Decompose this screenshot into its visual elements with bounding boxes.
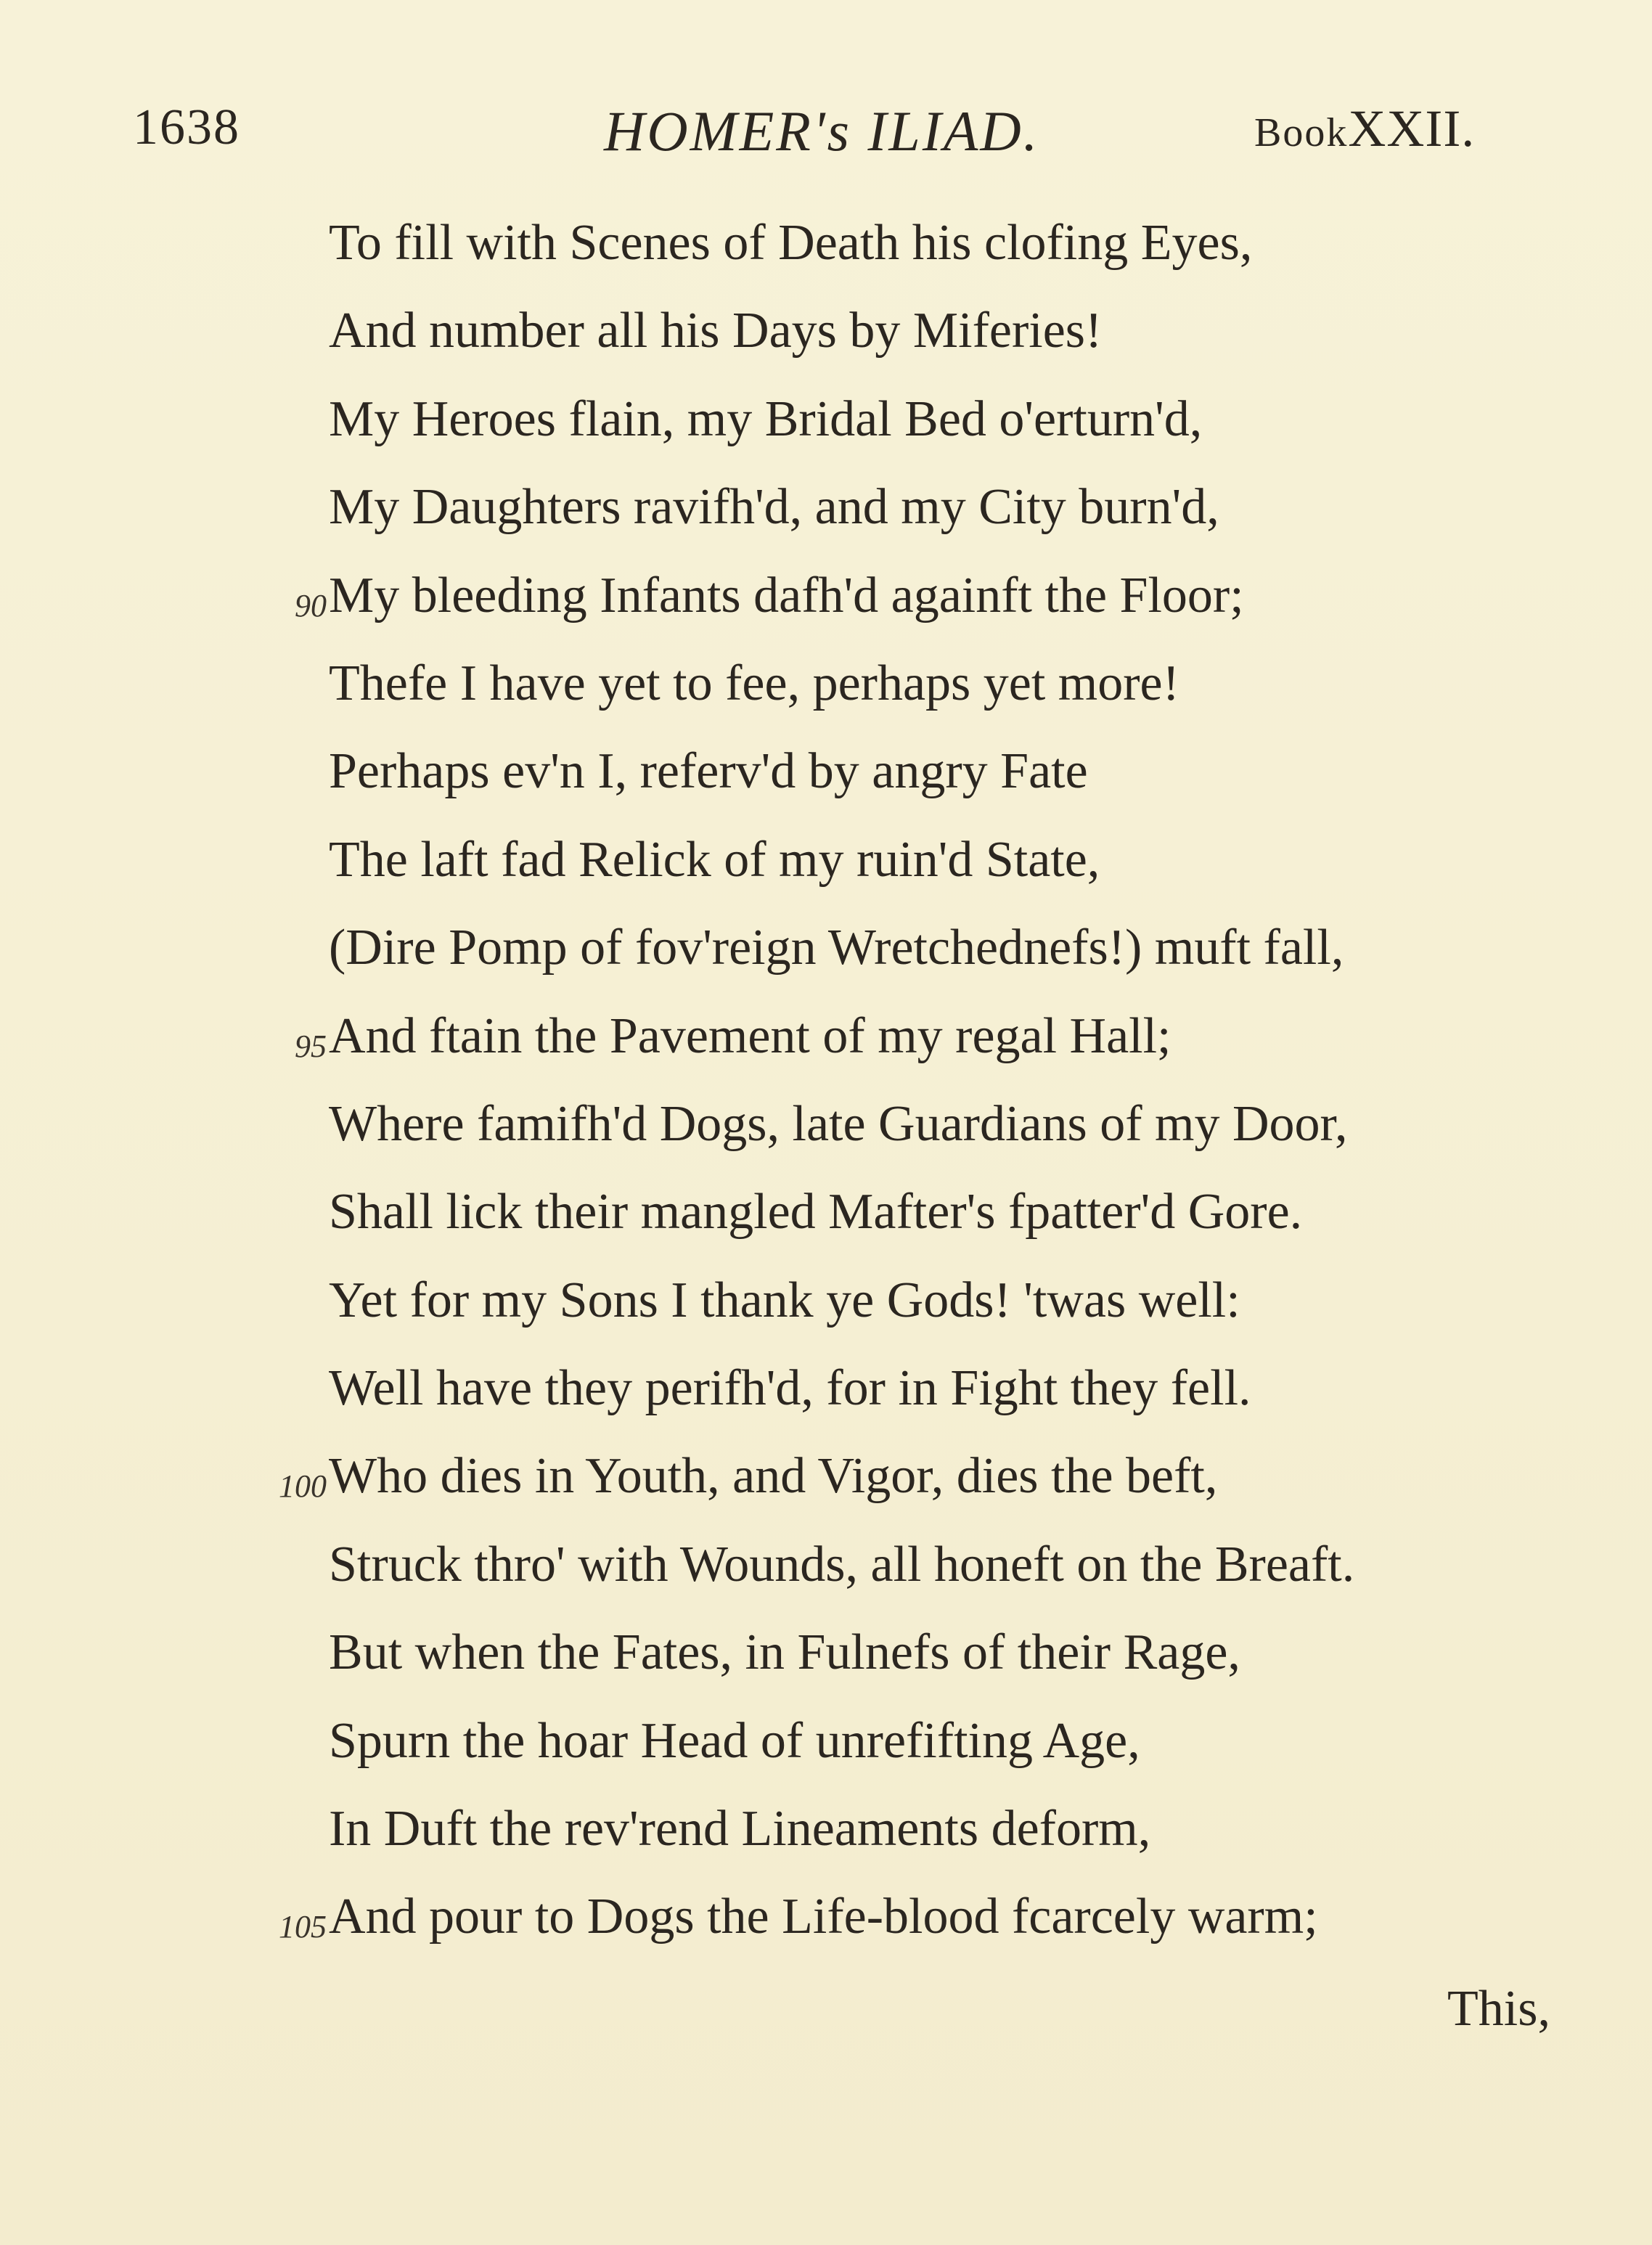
verse-line	[0, 915, 1652, 1003]
line-text: Spurn the hoar Head of unrefifting Age,	[329, 1712, 1140, 1769]
line-number: 100	[279, 1468, 327, 1505]
running-header	[0, 99, 1652, 171]
book-label	[1254, 99, 1475, 159]
verse-line	[0, 1444, 1652, 1532]
verse-line	[0, 1268, 1652, 1356]
verse-line	[0, 1356, 1652, 1444]
line-text: (Dire Pomp of fov'reign Wretchednefs!) muft fall,	[329, 920, 1344, 976]
verse-line	[0, 1092, 1652, 1179]
line-text: Thefe I have yet to fee, perhaps yet more!	[329, 655, 1179, 711]
verse-line	[0, 827, 1652, 915]
line-number: 95	[295, 1028, 327, 1064]
line-text: Where famifh'd Dogs, late Guardians of my Door,	[329, 1095, 1348, 1152]
book-prefix: Book	[1254, 110, 1349, 155]
verse-line	[0, 1179, 1652, 1267]
verse-line	[0, 298, 1652, 386]
verse-block	[0, 210, 1652, 1973]
line-text: Perhaps ev'n I, referv'd by angry Fate	[329, 743, 1088, 800]
verse-line	[0, 1620, 1652, 1708]
line-text: To fill with Scenes of Death his clofing Eyes,	[329, 215, 1253, 271]
verse-line	[0, 1796, 1652, 1884]
verse-line	[0, 651, 1652, 739]
line-text: Struck thro' with Wounds, all honeft on the Breaft.	[329, 1536, 1355, 1592]
line-text: Who dies in Youth, and Vigor, dies the beft,	[329, 1448, 1218, 1505]
verse-line	[0, 210, 1652, 298]
line-text: Yet for my Sons I thank ye Gods! 'twas well:	[329, 1272, 1240, 1328]
verse-line	[0, 1004, 1652, 1092]
verse-line	[0, 1709, 1652, 1796]
line-text: Shall lick their mangled Mafter's fpatter'd Gore.	[329, 1184, 1303, 1240]
verse-line	[0, 387, 1652, 475]
line-number: 90	[295, 587, 327, 623]
line-text: My Heroes flain, my Bridal Bed o'erturn'd,	[329, 390, 1203, 447]
line-text: The laft fad Relick of my ruin'd State,	[329, 831, 1100, 888]
page-number: 1638	[133, 99, 240, 155]
verse-line	[0, 563, 1652, 651]
line-text: And pour to Dogs the Life-blood fcarcely warm;	[329, 1889, 1318, 1945]
line-number: 105	[279, 1909, 327, 1945]
verse-line	[0, 1532, 1652, 1620]
catchword: This,	[1447, 1981, 1550, 2037]
verse-line	[0, 475, 1652, 563]
verse-line	[0, 1884, 1652, 1972]
line-text: In Duft the rev'rend Lineaments deform,	[329, 1801, 1151, 1857]
running-title: HOMER's ILIAD.	[604, 99, 1040, 163]
line-text: But when the Fates, in Fulnefs of their Rage,	[329, 1624, 1240, 1681]
line-text: My bleeding Infants dafh'd againft the Floor;	[329, 567, 1244, 623]
line-text: My Daughters ravifh'd, and my City burn'd,	[329, 479, 1219, 536]
book-number: XXII.	[1348, 99, 1476, 158]
line-text: Well have they perifh'd, for in Fight they fell.	[329, 1360, 1251, 1417]
verse-line	[0, 739, 1652, 827]
line-text: And ftain the Pavement of my regal Hall;	[329, 1007, 1171, 1064]
line-text: And number all his Days by Miferies!	[329, 303, 1103, 359]
